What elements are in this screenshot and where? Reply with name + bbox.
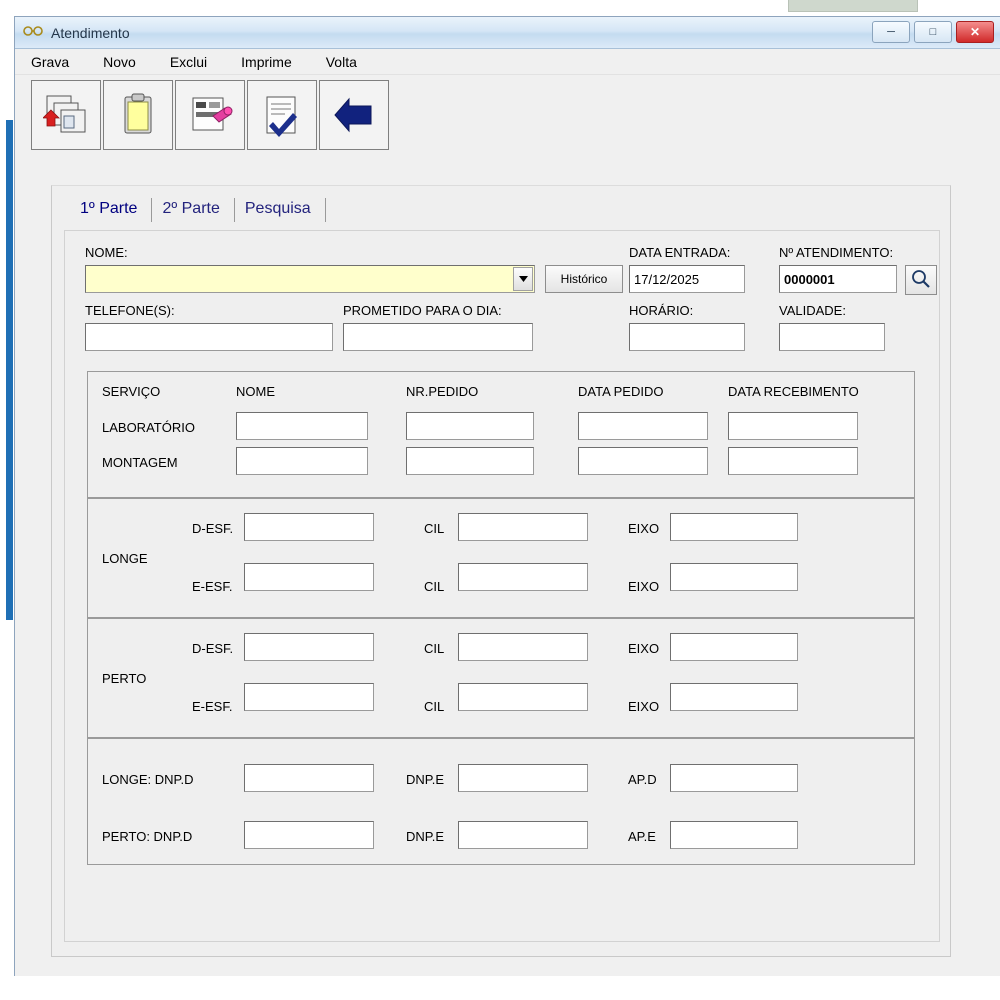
desktop-background-bottom — [0, 976, 1000, 1000]
nome-input[interactable] — [85, 265, 535, 293]
longe-dnp-e-input[interactable] — [458, 764, 588, 792]
toolbar-new-button[interactable] — [103, 80, 173, 150]
label-perto-dnp-d: PERTO: DNP.D — [102, 829, 193, 844]
delete-eraser-icon — [187, 92, 233, 138]
perto-e-esf-input[interactable] — [244, 683, 374, 711]
window-controls — [872, 21, 994, 43]
label-perto-d-eixo: EIXO — [628, 641, 660, 656]
desktop-background-tab — [788, 0, 918, 12]
label-n-atendimento: Nº ATENDIMENTO: — [779, 245, 894, 260]
tab-pesquisa[interactable]: Pesquisa — [235, 198, 326, 222]
tab-2-parte[interactable]: 2º Parte — [152, 198, 234, 222]
label-nome: NOME: — [85, 245, 128, 260]
perto-d-esf-input[interactable] — [244, 633, 374, 661]
laboratorio-data-pedido-input[interactable] — [578, 412, 708, 440]
label-perto-e-eixo: EIXO — [628, 699, 660, 714]
label-perto-d-cil: CIL — [424, 641, 445, 656]
form-panel — [51, 185, 951, 957]
label-validade: VALIDADE: — [779, 303, 846, 318]
application-window — [14, 16, 1000, 976]
label-longe-d-esf: D-ESF. — [192, 521, 234, 536]
longe-dnp-d-input[interactable] — [244, 764, 374, 792]
menu-imprime[interactable]: Imprime — [241, 53, 292, 70]
longe-d-eixo-input[interactable] — [670, 513, 798, 541]
horario-input[interactable] — [629, 323, 745, 351]
label-data-entrada: DATA ENTRADA: — [629, 245, 731, 260]
magnifier-icon — [911, 269, 931, 292]
row-label-laboratorio: LABORATÓRIO — [102, 420, 195, 435]
longe-group — [87, 498, 915, 618]
glasses-icon — [23, 25, 43, 40]
longe-d-cil-input[interactable] — [458, 513, 588, 541]
longe-e-eixo-input[interactable] — [670, 563, 798, 591]
longe-e-cil-input[interactable] — [458, 563, 588, 591]
montagem-data-pedido-input[interactable] — [578, 447, 708, 475]
telefones-input[interactable] — [85, 323, 333, 351]
label-perto-dnp-e: DNP.E — [406, 829, 445, 844]
close-button[interactable]: ✕ — [956, 21, 994, 43]
search-atendimento-button[interactable] — [905, 265, 937, 295]
perto-e-eixo-input[interactable] — [670, 683, 798, 711]
print-check-icon — [259, 92, 305, 138]
servico-group — [87, 371, 915, 498]
tab-content-1-parte — [64, 230, 940, 942]
longe-ap-d-input[interactable] — [670, 764, 798, 792]
label-perto: PERTO — [102, 671, 147, 686]
label-prometido: PROMETIDO PARA O DIA: — [343, 303, 502, 318]
label-horario: HORÁRIO: — [629, 303, 694, 318]
tab-strip — [70, 198, 326, 222]
perto-ap-e-input[interactable] — [670, 821, 798, 849]
tab-1-parte[interactable]: 1º Parte — [70, 198, 152, 222]
save-records-icon — [43, 92, 89, 138]
montagem-data-recebimento-input[interactable] — [728, 447, 858, 475]
menu-exclui[interactable]: Exclui — [169, 53, 208, 70]
laboratorio-nome-input[interactable] — [236, 412, 368, 440]
longe-d-esf-input[interactable] — [244, 513, 374, 541]
col-data-pedido: DATA PEDIDO — [578, 384, 664, 399]
montagem-nome-input[interactable] — [236, 447, 368, 475]
toolbar-save-button[interactable] — [31, 80, 101, 150]
label-perto-e-cil: CIL — [424, 699, 445, 714]
menu-novo[interactable]: Novo — [103, 53, 136, 70]
menu-volta[interactable]: Volta — [325, 53, 357, 70]
toolbar — [15, 75, 1000, 155]
perto-d-eixo-input[interactable] — [670, 633, 798, 661]
n-atendimento-input[interactable]: 0000001 — [779, 265, 897, 293]
maximize-button[interactable]: □ — [914, 21, 952, 43]
title-bar — [15, 17, 1000, 49]
perto-dnp-e-input[interactable] — [458, 821, 588, 849]
minimize-button[interactable]: ─ — [872, 21, 910, 43]
label-longe-ap-d: AP.D — [628, 772, 657, 787]
label-telefones: TELEFONE(S): — [85, 303, 175, 318]
laboratorio-data-recebimento-input[interactable] — [728, 412, 858, 440]
back-arrow-icon — [331, 92, 377, 138]
label-perto-d-esf: D-ESF. — [192, 641, 234, 656]
historico-button[interactable]: Histórico — [545, 265, 623, 293]
label-longe-e-eixo: EIXO — [628, 579, 660, 594]
montagem-nr-pedido-input[interactable] — [406, 447, 534, 475]
perto-dnp-d-input[interactable] — [244, 821, 374, 849]
validade-input[interactable] — [779, 323, 885, 351]
clipboard-new-icon — [115, 92, 161, 138]
label-perto-e-esf: E-ESF. — [192, 699, 233, 714]
col-servico: SERVIÇO — [102, 384, 161, 399]
label-longe-d-eixo: EIXO — [628, 521, 660, 536]
label-perto-ap-e: AP.E — [628, 829, 656, 844]
menu-grava[interactable]: Grava — [31, 53, 70, 70]
col-data-recebimento: DATA RECEBIMENTO — [728, 384, 859, 399]
desktop-side-bar — [6, 120, 13, 620]
toolbar-delete-button[interactable] — [175, 80, 245, 150]
row-label-montagem: MONTAGEM — [102, 455, 178, 470]
dnp-group — [87, 738, 915, 865]
label-longe: LONGE — [102, 551, 148, 566]
label-longe-e-esf: E-ESF. — [192, 579, 233, 594]
prometido-input[interactable] — [343, 323, 533, 351]
laboratorio-nr-pedido-input[interactable] — [406, 412, 534, 440]
perto-d-cil-input[interactable] — [458, 633, 588, 661]
data-entrada-input[interactable]: 17/12/2025 — [629, 265, 745, 293]
col-nome: NOME — [236, 384, 275, 399]
label-longe-e-cil: CIL — [424, 579, 445, 594]
perto-e-cil-input[interactable] — [458, 683, 588, 711]
toolbar-print-button[interactable] — [247, 80, 317, 150]
perto-group — [87, 618, 915, 738]
longe-e-esf-input[interactable] — [244, 563, 374, 591]
toolbar-back-button[interactable] — [319, 80, 389, 150]
menu-bar — [15, 49, 1000, 75]
label-longe-d-cil: CIL — [424, 521, 445, 536]
col-nr-pedido: NR.PEDIDO — [406, 384, 479, 399]
window-title: Atendimento — [51, 24, 130, 41]
chevron-down-icon[interactable] — [513, 267, 533, 291]
label-longe-dnp-d: LONGE: DNP.D — [102, 772, 194, 787]
label-longe-dnp-e: DNP.E — [406, 772, 445, 787]
